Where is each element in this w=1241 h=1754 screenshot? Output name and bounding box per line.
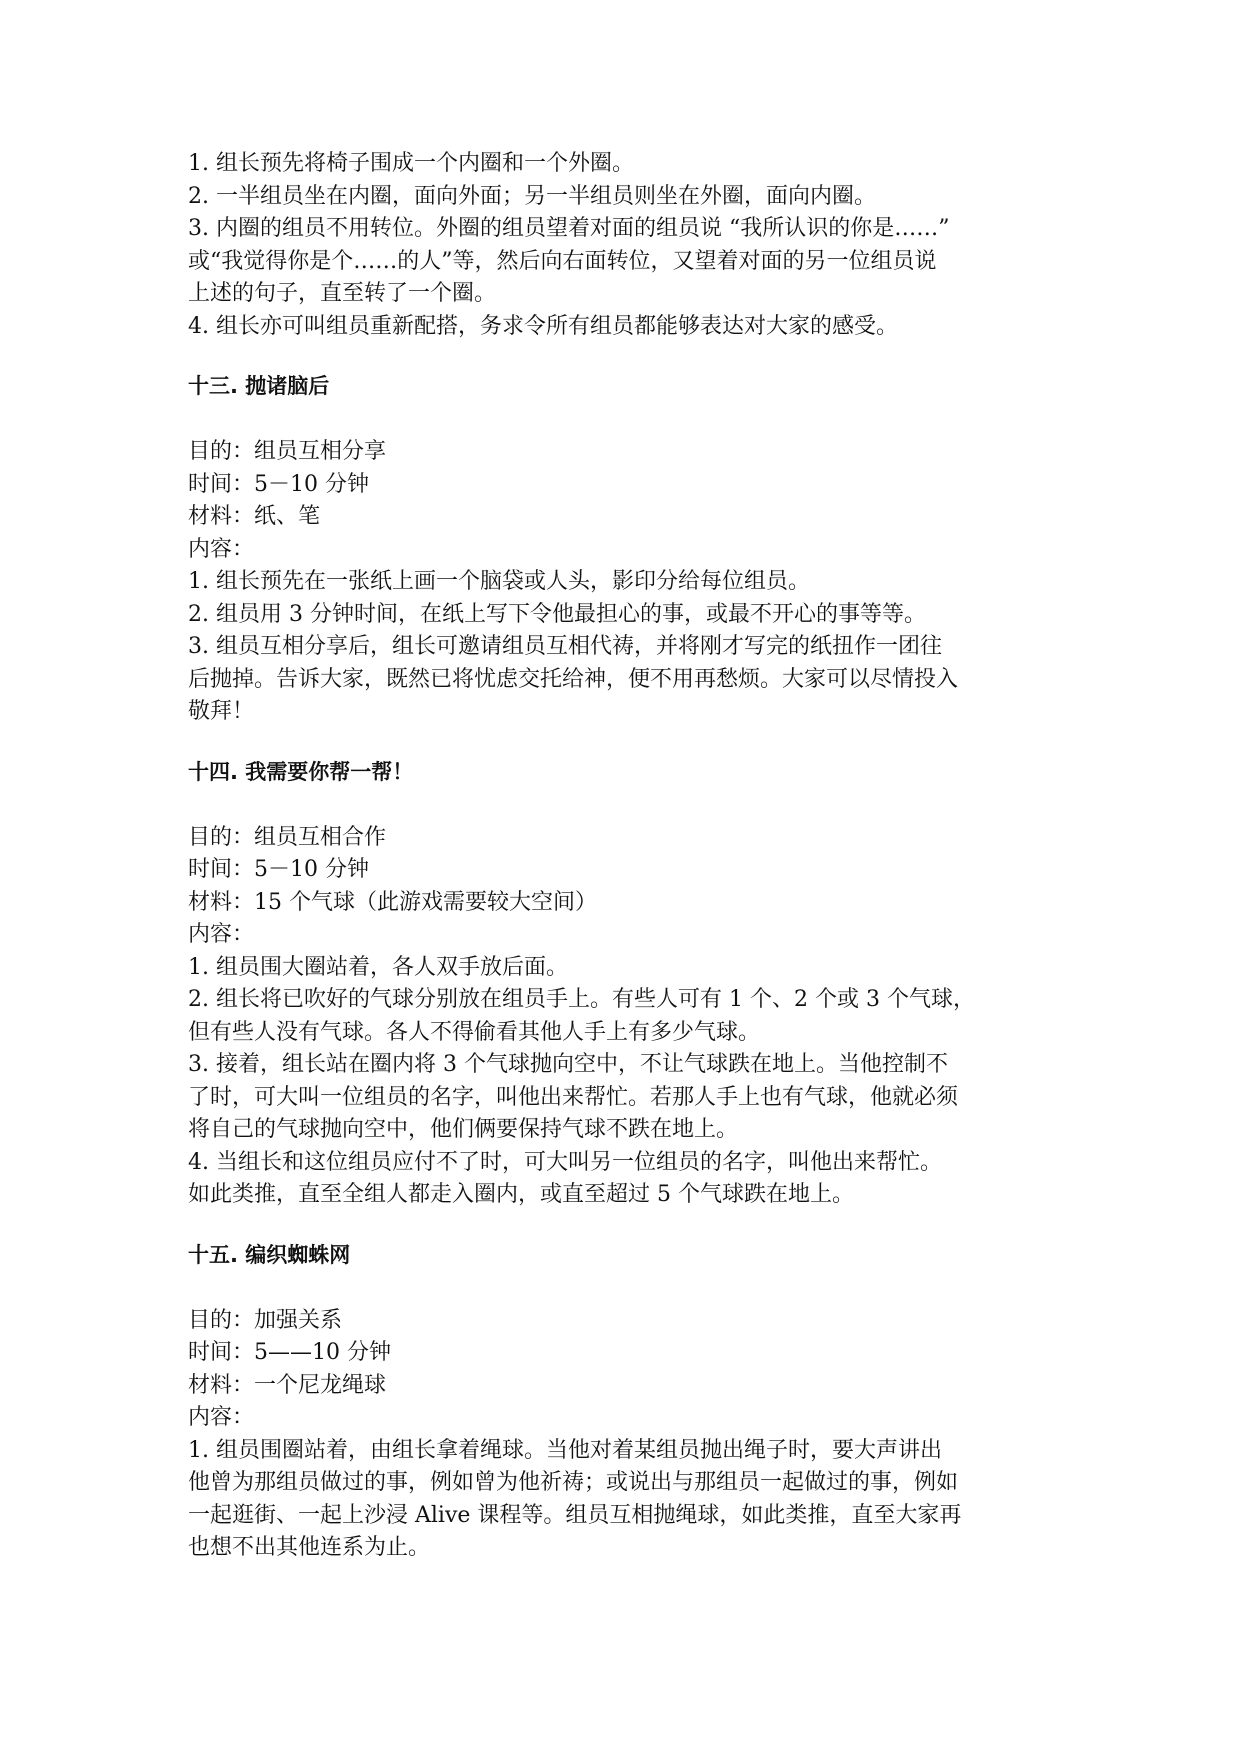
section-13-step: 1. 组长预先在一张纸上画一个脑袋或人头，影印分给每位组员。 (188, 569, 810, 594)
section-14-time: 时间：5－10 分钟 (188, 857, 369, 882)
section-15-step: 也想不出其他连系为止。 (188, 1535, 431, 1560)
section-15-step: 1. 组员围圈站着，由组长拿着绳球。当他对着某组员抛出绳子时，要大声讲出 (188, 1437, 942, 1463)
section-13-step: 2. 组员用 3 分钟时间，在纸上写下令他最担心的事，或最不开心的事等等。 (188, 601, 926, 627)
section-15-content-label: 内容： (188, 1405, 255, 1430)
section-13-heading: 十三. 抛诸脑后 (188, 374, 330, 398)
section-14-materials: 材料：15 个气球（此游戏需要较大空间） (188, 889, 597, 915)
section-13-materials: 材料：纸、笔 (188, 504, 321, 529)
section-15-time: 时间：5——10 分钟 (188, 1340, 391, 1365)
section-15-step: 他曾为那组员做过的事，例如曾为他祈祷；或说出与那组员一起做过的事，例如 (188, 1470, 959, 1495)
section-13-step: 敬拜！ (188, 699, 255, 724)
section-13-step: 3. 组员互相分享后，组长可邀请组员互相代祷，并将刚才写完的纸扭作一团往 (188, 634, 942, 659)
section-15-purpose: 目的：加强关系 (188, 1307, 343, 1333)
section-15-step: 一起逛街、一起上沙浸 Alive 课程等。组员互相抛绳球，如此类推，直至大家再 (188, 1502, 962, 1528)
section-14-step: 2. 组长将已吹好的气球分别放在组员手上。有些人可有 1 个、2 个或 3 个气球， (188, 987, 975, 1012)
section-14-content-label: 内容： (188, 922, 255, 947)
section-12-step: 3. 内圈的组员不用转位。外圈的组员望着对面的组员说 “我所认识的你是……” (188, 216, 950, 241)
section-14-step: 如此类推，直至全组人都走入圈内，或直至超过 5 个气球跌在地上。 (188, 1182, 854, 1207)
section-13-time: 时间：5－10 分钟 (188, 471, 369, 497)
section-14-step: 将自己的气球抛向空中，他们俩要保持气球不跌在地上。 (188, 1117, 739, 1142)
section-12-step: 2. 一半组员坐在内圈，面向外面；另一半组员则坐在外圈，面向内圈。 (188, 183, 876, 209)
section-14-step: 1. 组员围大圈站着，各人双手放后面。 (188, 954, 568, 980)
section-12-step: 1. 组长预先将椅子围成一个内圈和一个外圈。 (188, 151, 634, 176)
section-14-purpose: 目的：组员互相合作 (188, 824, 387, 850)
section-15-heading: 十五. 编织蜘蛛网 (188, 1242, 351, 1267)
section-12-step: 4. 组长亦可叫组员重新配搭，务求令所有组员都能够表达对大家的感受。 (188, 313, 898, 339)
section-15-materials: 材料：一个尼龙绳球 (188, 1372, 387, 1398)
section-12-step: 上述的句子，直至转了一个圈。 (188, 281, 497, 306)
section-14-step: 4. 当组长和这位组员应付不了时，可大叫另一位组员的名字，叫他出来帮忙。 (188, 1149, 942, 1175)
section-13-step: 后抛掉。告诉大家，既然已将忧虑交托给神，便不用再愁烦。大家可以尽情投入 (188, 666, 959, 692)
section-13-content-label: 内容： (188, 536, 255, 562)
section-12-steps (188, 148, 1056, 343)
section-14-step: 但有些人没有气球。各人不得偷看其他人手上有多少气球。 (188, 1019, 761, 1045)
section-12-step: 或“我觉得你是个……的人”等，然后向右面转位，又望着对面的另一位组员说 (188, 248, 937, 274)
section-14-step: 了时，可大叫一位组员的名字，叫他出来帮忙。若那人手上也有气球，他就必须 (188, 1084, 959, 1110)
section-13-purpose: 目的：组员互相分享 (188, 439, 387, 464)
document-page (188, 148, 1056, 1565)
section-14-step: 3. 接着，组长站在圈内将 3 个气球抛向空中，不让气球跌在地上。当他控制不 (188, 1052, 948, 1077)
section-14-heading: 十四. 我需要你帮一帮！ (188, 759, 414, 784)
